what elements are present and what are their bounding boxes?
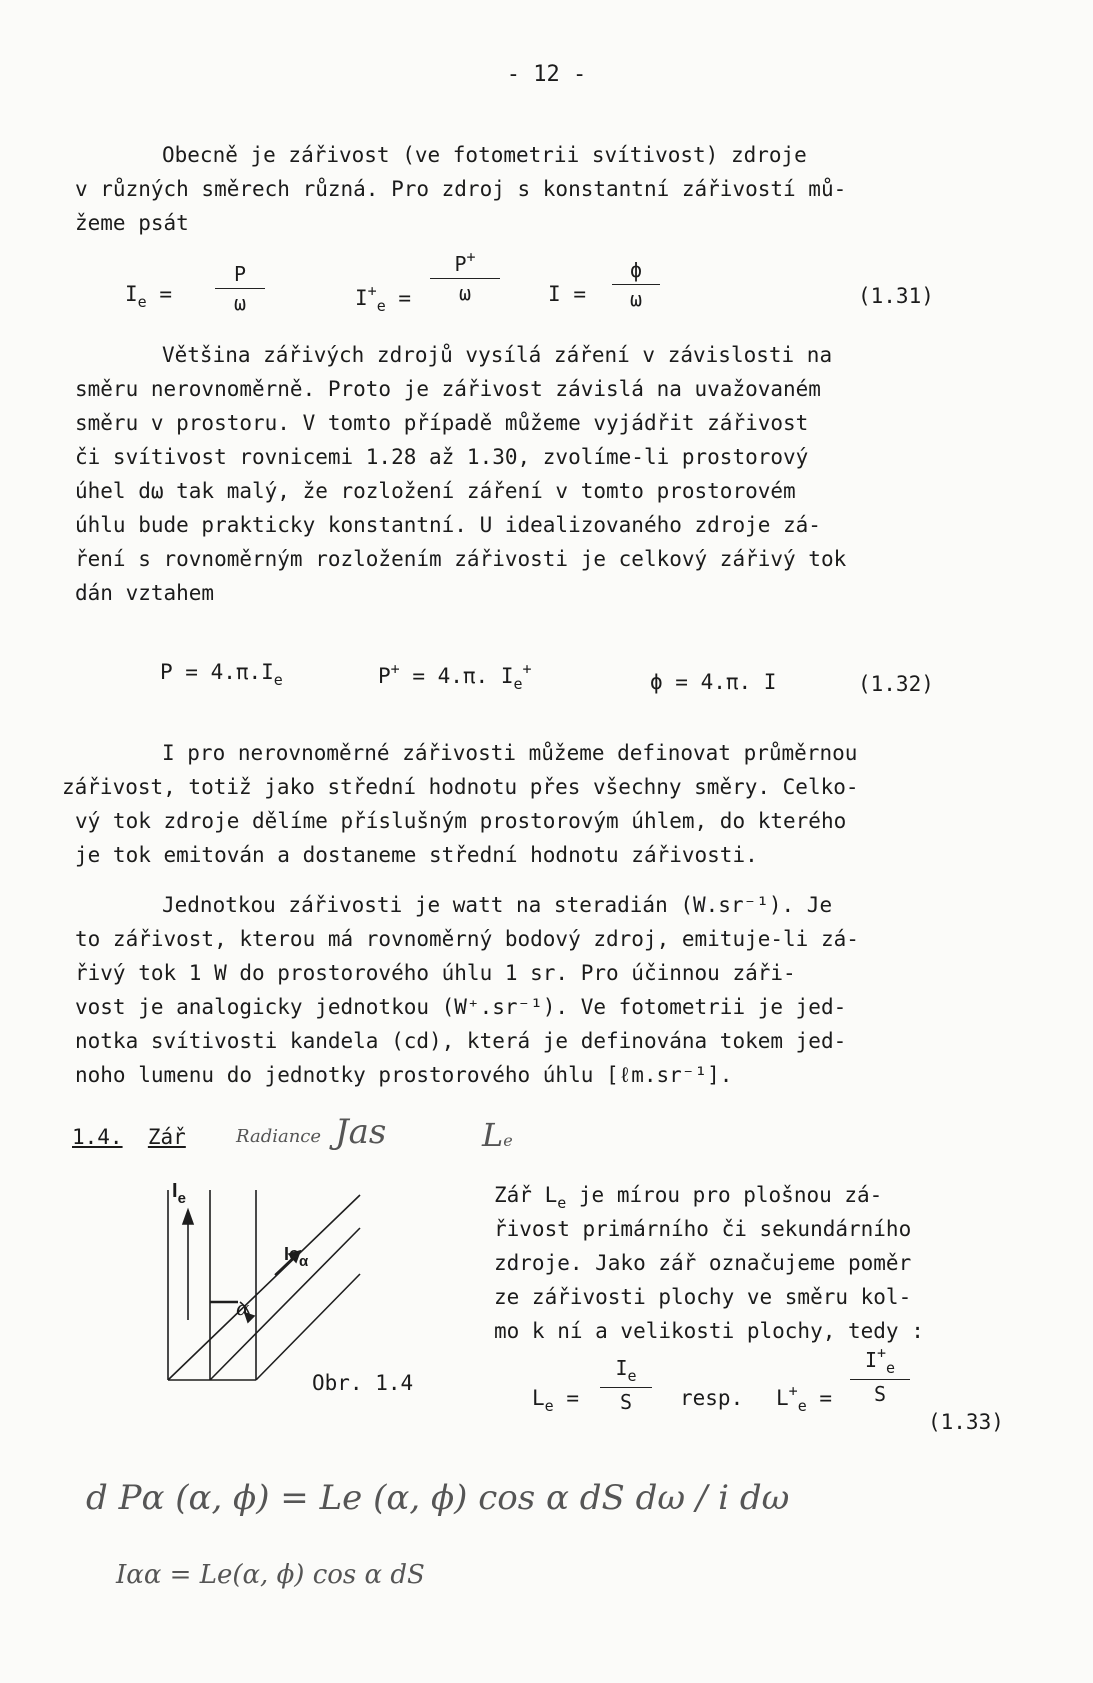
- eq133-frac1: $I_e$ S: [600, 1356, 652, 1414]
- eq131-ie: $I_e$ =: [125, 282, 172, 311]
- para1-line3: žeme psát: [75, 211, 189, 235]
- para2-line7: ření s rovnoměrným rozložením zářivosti je celkový zářivý tok: [75, 547, 847, 571]
- para5-line5: mo k ní a velikosti plochy, tedy :: [494, 1319, 924, 1343]
- para4-line1: Jednotkou zářivosti je watt na steradián (W.sr⁻¹). Je: [162, 893, 833, 917]
- fig-label-ie: $I_e$: [172, 1180, 186, 1207]
- eq132-part2: P+ = 4.π. $I_e^+$: [378, 660, 532, 693]
- para2-line2: směru nerovnoměrně. Proto je zářivost závislá na uvažovaném: [75, 377, 821, 401]
- para3-line1: I pro nerovnoměrné zářivosti můžeme definovat průměrnou: [162, 741, 858, 765]
- hand-note-le: Le: [482, 1116, 513, 1154]
- para3-line2: zářivost, totiž jako střední hodnotu přes všechny směry. Celko-: [62, 775, 859, 799]
- para5-line3: zdroje. Jako zář označujeme poměr: [494, 1251, 912, 1275]
- para1-line1: Obecně je zářivost (ve fotometrii svítivost) zdroje: [162, 143, 807, 167]
- para5-line2: řivost primárního či sekundárního: [494, 1217, 912, 1241]
- para2-line6: úhlu bude prakticky konstantní. U idealizovaného zdroje zá-: [75, 513, 821, 537]
- para4-line5: notka svítivosti kandela (cd), která je definována tokem jed-: [75, 1029, 847, 1053]
- fig-label-alpha: α: [236, 1296, 250, 1320]
- para2-line5: úhel dω tak malý, že rozložení záření v tomto prostorovém: [75, 479, 796, 503]
- eq131-frac3: ϕ ω: [612, 258, 660, 311]
- eq131-i: I =: [548, 282, 586, 306]
- para5-line4: ze zářivosti plochy ve směru kol-: [494, 1285, 912, 1309]
- hand-note-radiance: Radiance: [236, 1126, 322, 1147]
- hand-note-jas: Jas: [335, 1112, 387, 1152]
- para2-line4: či svítivost rovnicemi 1.28 až 1.30, zvolíme-li prostorový: [75, 445, 809, 469]
- para4-line4: vost je analogicky jednotkou (W⁺.sr⁻¹). Ve fotometrii je jed-: [75, 995, 847, 1019]
- figure-caption: Obr. 1.4: [312, 1371, 414, 1395]
- section-title: Zář: [147, 1125, 186, 1149]
- eq131-number: (1.31): [858, 284, 934, 308]
- para2-line3: směru v prostoru. V tomto případě můžeme vyjádřit zářivost: [75, 411, 809, 435]
- handwritten-line2: Iαα = Le(α, ϕ) cos α dS: [116, 1560, 425, 1590]
- section-number: 1.4.: [72, 1125, 123, 1149]
- para5-line1: Zář $L_e$ je mírou pro plošnou zá-: [494, 1183, 883, 1212]
- para1-line2: v různých směrech různá. Pro zdroj s konstantní zářivostí mů-: [75, 177, 847, 201]
- para2-line1: Většina zářivých zdrojů vysílá záření v závislosti na: [162, 343, 833, 367]
- eq133-number: (1.33): [928, 1410, 1004, 1434]
- eq133-lep: $L^+_e$ =: [776, 1382, 833, 1415]
- fig-label-iea: $Ie_\alpha$: [284, 1244, 309, 1270]
- handwritten-line1: d Pα (α, ϕ) = Le (α, ϕ) cos α dS dω / i dω: [86, 1478, 790, 1518]
- para2-line8: dán vztahem: [75, 581, 215, 605]
- page-number: - 12 -: [506, 62, 587, 87]
- eq132-part3: ϕ = 4.π. I: [650, 670, 777, 694]
- para4-line6: noho lumenu do jednotky prostorového úhlu [ℓm.sr⁻¹].: [75, 1063, 733, 1087]
- para4-line3: řivý tok 1 W do prostorového úhlu 1 sr. Pro účinnou záři-: [75, 961, 796, 985]
- para4-line2: to zářivost, kterou má rovnoměrný bodový zdroj, emituje-li zá-: [75, 927, 859, 951]
- eq132-part1: $P = 4.\pi.I_e$: [160, 660, 283, 689]
- eq132-number: (1.32): [858, 672, 934, 696]
- eq133-resp: resp.: [680, 1386, 744, 1410]
- para3-line3: vý tok zdroje dělíme příslušným prostorovým úhlem, do kterého: [75, 809, 847, 833]
- eq131-frac1: P ω: [215, 262, 265, 315]
- section-heading: [72, 1122, 186, 1152]
- fig-arrowhead-ie: [183, 1210, 193, 1224]
- para3-line4: je tok emitován a dostaneme střední hodnotu zářivosti.: [75, 843, 758, 867]
- eq133-le: $L_e$ =: [532, 1386, 579, 1415]
- fig-beam-line1: [168, 1195, 360, 1380]
- eq131-frac2: P+ ω: [430, 248, 500, 305]
- fig-beam-line3: [256, 1274, 360, 1380]
- eq131-iep: $I^+_e$ =: [355, 282, 412, 315]
- eq133-frac2: $I^+_e$ S: [850, 1344, 910, 1406]
